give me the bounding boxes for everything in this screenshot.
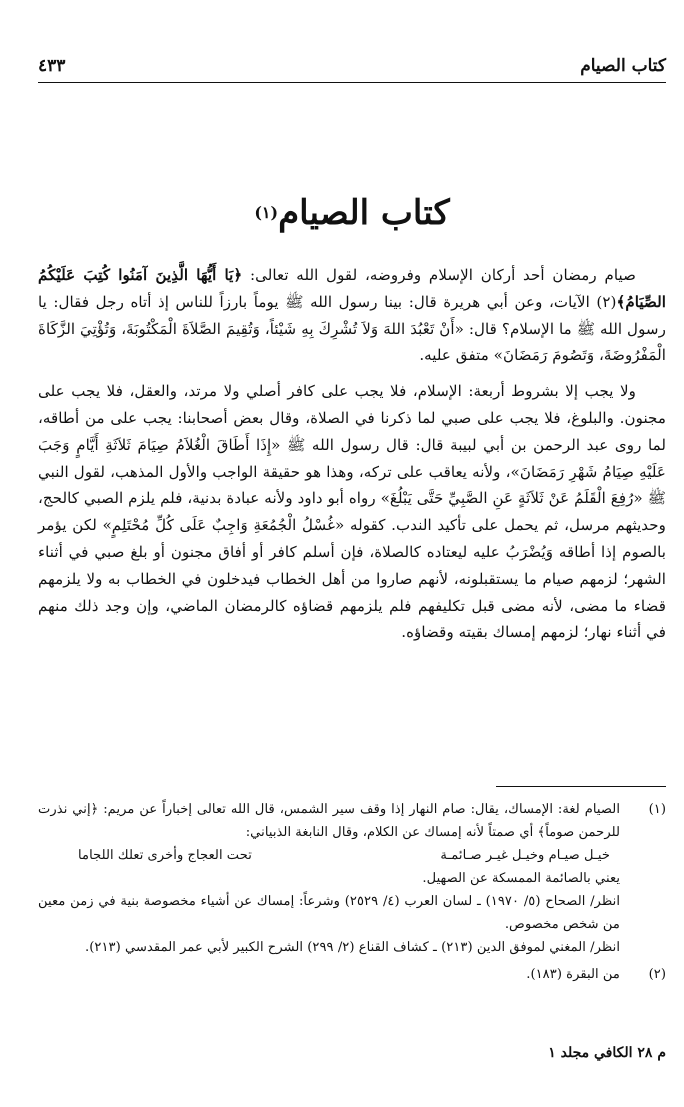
chapter-title [38,188,666,238]
footnote-separator [496,786,666,787]
footnote-line: انظر/ الصحاح (٥/ ١٩٧٠) ـ لسان العرب (٤/ ٢٥٢٩) وشرعاً: إمساك عن أشياء مخصوصة بنية في زمن معين من شخص مخصوص. [38,894,620,932]
text-segment: (٢) الآيات، وعن أبي هريرة قال: بينا رسول الله ﷺ يوماً بارزاً للناس إذ أتاه رجل فقال: يا رسول الله ﷺ ما الإسلام؟ قال: «أَنْ تَعْبُدَ اللهَ وَلاَ تُشْرِكَ بِهِ شَيْئاً، وَتُقِيمَ الصَّلاَةَ الْمَكْتُوبَةَ، وَتُؤْتِيَ الزَّكَاةَ الْمَفْرُوضَةَ، وَتَصُومَ رَمَضَانَ» متفق عليه. [38,292,666,365]
text-segment: صيام رمضان أحد أركان الإسلام وفروضه، لقول الله تعالى: [242,266,636,284]
footnote [38,963,666,986]
footnotes [38,798,666,986]
footnote-line: يعني بالصائمة الممسكة عن الصهيل. [422,871,620,886]
book-page [38,0,666,1107]
footnote-line: من البقرة (١٨٣). [526,967,620,982]
footnote-line: الصيام لغة: الإمساك، يقال: صام النهار إذا وقف سير الشمس، قال الله تعالى إخباراً عن مريم: ﴿إني نذرت للرحمن صوماً﴾ أي صمتاً لأنه إمساك عن الكلام، وقال النابغة الذبياني: [38,802,620,840]
text-segment: ولا يجب إلا بشروط أربعة: الإسلام، فلا يجب على كافر أصلي ولا مرتد، والعقل، فلا يجب على مجنون. والبلوغ، فلا يجب على صبي لما ذكرنا في الصلاة، وقال بعض أصحابنا: يجب على من أطاقه، لما روى عبد الرحمن بن أبي لبيبة قال: قال رسول الله ﷺ «إِذَا أَطَاقَ الْغُلاَمُ صِيَامَ ثَلاَثَةِ أَيَّامٍ وَجَبَ عَلَيْهِ صِيَامُ شَهْرِ رَمَضَانَ»، ولأنه يعاقب على تركه، وهذا هو حقيقة الواجب والأول المذهب، لقول النبي ﷺ «رُفِعَ الْقَلَمُ عَنْ ثَلاَثَةٍ عَنِ الصَّبِيِّ حَتَّى يَبْلُغَ» رواه أبو داود ولأنه عبادة بدنية، فلم يلزم الصبي كالحج، وحديثهم مرسل، ثم يحمل على تأكيد الندب. كقوله «غُسْلُ الْجُمُعَةِ وَاجِبٌ عَلَى كُلِّ مُحْتَلِمٍ» لكن يؤمر بالصوم إذا أطاقه وَيُضْرَبُ عليه ليعتاده كالصلاة، فإن أسلم كافر أو أفاق مجنون أو بلغ صبي في أثناء الشهر؛ لزمهم صيام ما يستقبلونه، لأنهم صاروا من أهل الخطاب فيدخلون في الخطاب به ولا يلزمهم قضاء ما مضى، لأنه مضى قبل تكليفهم فلم يلزمهم قضاؤه كالرمضان الماضي، وإن وجد ذلك منهم في أثناء نهار؛ لزمهم إمساك بقيته وقضاؤه. [38,382,666,642]
footnote-line: انظر/ المغني لموفق الدين (٢١٣) ـ كشاف القناع (٢/ ٢٩٩) الشرح الكبير لأبي عمر المقدسي (٢١٣). [85,940,620,955]
footnote-number: (٢) [648,967,666,982]
quran-quote: ﴿يَا أَيُّهَا الَّذِينَ آمَنُوا كُتِبَ عَلَيْكُمُ الصِّيَامُ﴾ [38,266,666,311]
body-paragraph [38,378,666,646]
running-title: كتاب الصيام [580,56,666,76]
footnote-text [38,963,620,986]
chapter-title-text: كتاب الصيام [278,193,450,233]
poetry-verse [38,844,620,867]
chapter-footnote-ref: (١) [254,203,279,222]
verse-first-hemistich: خيـل صيـام وخيـل غيـر صـائمـة [440,848,610,863]
footnote-text [38,798,620,959]
page-number: ٤٣٣ [38,56,66,76]
running-header [38,52,666,83]
footnote [38,798,666,959]
footnote-number: (١) [648,802,666,817]
verse-second-hemistich: تحت العجاج وأخرى تعلك اللجاما [78,848,252,863]
body-text [38,262,666,646]
page-signature: م ٢٨ الكافي مجلد ١ [548,1045,666,1061]
body-paragraph [38,262,666,369]
